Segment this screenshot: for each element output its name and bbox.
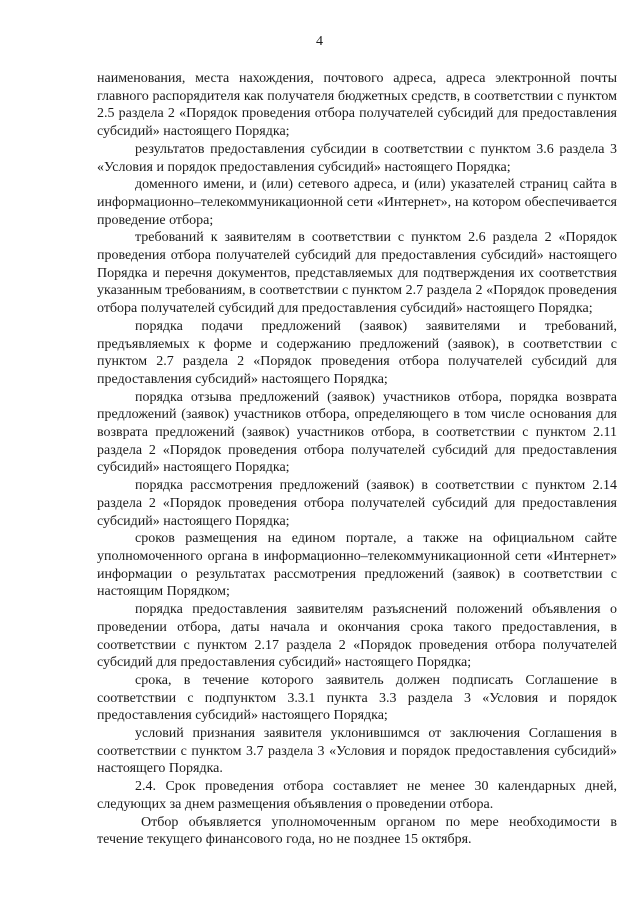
paragraph-13: Отбор объявляется уполномоченным органом по мере необходимости в течение текущего финансового года, но не позднее 15 октября. xyxy=(97,814,617,848)
paragraph-5: порядка подачи предложений (заявок) заявителями и требований, предъявляемых к форме и содержанию предложений (заявок), в соответствии с пунктом 2.7 раздела 2 «Порядок проведения отбора получателей субсидий для предоставления субсидий» настоящего Порядка; xyxy=(97,318,617,387)
paragraph-9: порядка предоставления заявителям разъяснений положений объявления о проведении отбора, даты начала и окончания срока такого предоставления, в соответствии с пунктом 2.17 раздела 2 «Порядок проведения отбора получателей субсидий для предоставления субсидий» настоящего Порядка; xyxy=(97,602,617,671)
paragraph-3: доменного имени, и (или) сетевого адреса, и (или) указателей страниц сайта в информационно–телекоммуникационной сети «Интернет», на котором обеспечивается проведение отбора; xyxy=(97,177,617,228)
paragraph-1: наименования, места нахождения, почтового адреса, адреса электронной почты главного распорядителя как получателя бюджетных средств, в соответствии с пунктом 2.5 раздела 2 «Порядок проведения отбора получателей субсидий для предоставления субсидий» настоящего Порядка; xyxy=(97,71,617,140)
paragraph-12: 2.4. Срок проведения отбора составляет не менее 30 календарных дней, следующих за днем размещения объявления о проведении отбора. xyxy=(97,779,617,812)
page-number: 4 xyxy=(316,34,323,49)
paragraph-4: требований к заявителям в соответствии с пунктом 2.6 раздела 2 «Порядок проведения отбора получателей субсидий для предоставления субсидий» настоящего Порядка и перечня документов, представляемых для подтверждения их соответствия указанным требованиям, в соответствии с пунктом 2.7 раздела 2 «Порядок проведения отбора получателей субсидий для предоставления субсидий» настоящего Порядка; xyxy=(97,230,617,317)
paragraph-2: результатов предоставления субсидии в соответствии с пунктом 3.6 раздела 3 «Условия и порядок предоставления субсидий» настоящего Порядка; xyxy=(97,141,617,175)
document-body xyxy=(97,70,617,849)
paragraph-11: условий признания заявителя уклонившимся от заключения Соглашения в соответствии с пунктом 3.7 раздела 3 «Условия и порядок предоставления субсидий» настоящего Порядка. xyxy=(97,726,617,777)
paragraph-10: срока, в течение которого заявитель должен подписать Соглашение в соответствии с подпунктом 3.3.1 пункта 3.3 раздела 3 «Условия и порядок предоставления субсидий» настоящего Порядка; xyxy=(97,672,617,724)
paragraph-7: порядка рассмотрения предложений (заявок) в соответствии с пунктом 2.14 раздела 2 «Порядок проведения отбора получателей субсидий для предоставления субсидий» настоящего Порядка; xyxy=(97,478,617,529)
paragraph-6: порядка отзыва предложений (заявок) участников отбора, порядка возврата предложений (заявок) участников отбора, определяющего в том числе основания для возврата предложений (заявок) участников отбора, в соответствии с пунктом 2.11 раздела 2 «Порядок проведения отбора получателей субсидий для предоставления субсидий» настоящего Порядка; xyxy=(97,389,617,476)
paragraph-8: сроков размещения на едином портале, а также на официальном сайте уполномоченного органа в информационно–телекоммуникационной сети «Интернет» информации о результатах рассмотрения предложений (заявок) в соответствии с настоящим Порядком; xyxy=(97,531,617,600)
